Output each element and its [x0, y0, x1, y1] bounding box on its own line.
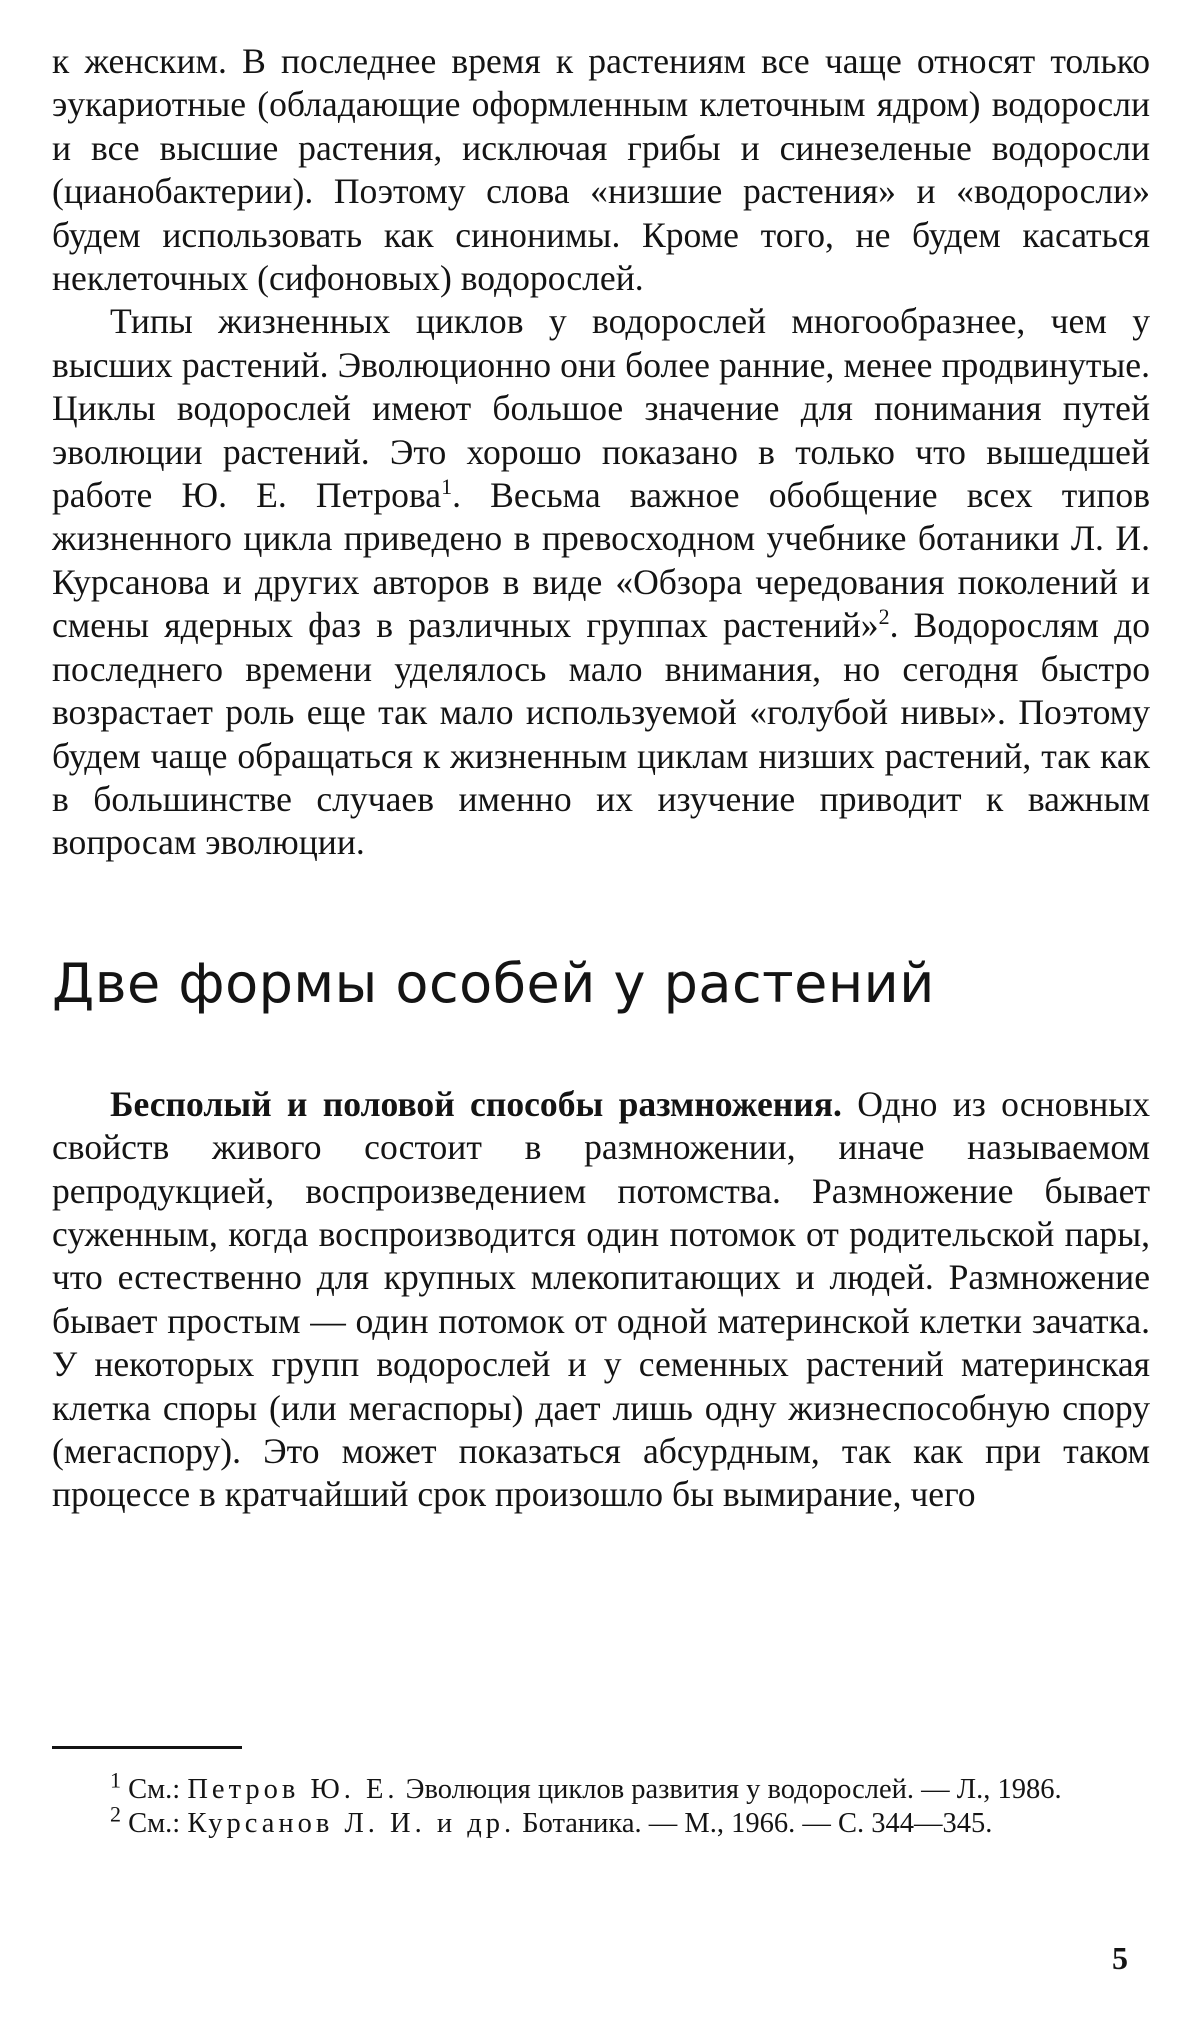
- footnote-1: [52, 1767, 1150, 1807]
- paragraph-1-text: к женским. В последнее время к растениям все чаще относят только эукариотные (обладающие оформленным клеточным ядром) водоросли и все высшие растения, исключая грибы и синезеленые водоросли (цианобактерии). Поэтому слова «низшие растения» и «водоросли» будем использовать как синонимы. Кроме того, не будем касаться неклеточных (сифоновых) водорослей.: [52, 41, 1150, 299]
- page-number: 5: [1112, 1940, 1128, 1976]
- footnote-2-text: Ботаника. — М., 1966. — С. 344—345.: [515, 1808, 993, 1839]
- footnote-2: [52, 1801, 1150, 1841]
- body-paragraph-2: [52, 300, 1150, 864]
- paragraph-2-text-c: . Водорослям до последнего времени уделялось мало внимания, но сегодня быстро возрастает роль еще так мало используемой «голубой нивы». Поэтому будем чаще обращаться к жизненным циклам низших растений, так как в большинстве случаев именно их изучение приводит к важным вопросам эволюции.: [52, 605, 1150, 863]
- footnote-1-mark: 1: [110, 1767, 121, 1793]
- page-content: [52, 40, 1150, 1517]
- body-paragraph-1: [52, 40, 1150, 300]
- section-title: Две формы особей у растений: [52, 951, 935, 1015]
- footnote-1-text: Эволюция циклов развития у водорослей. — Л., 1986.: [398, 1774, 1062, 1805]
- footnotes: [52, 1767, 1150, 1841]
- footnote-ref-2[interactable]: 2: [878, 604, 890, 630]
- paragraph-2-text-b: . Весьма важное обобщение всех типов жизненного цикла приведено в превосходном учебнике ботаники Л. И. Курсанова и других авторов в виде «Обзора чередования поколений и смены ядерных фаз в различных группах растений»: [52, 475, 1150, 646]
- footnote-2-mark: 2: [110, 1801, 121, 1827]
- footnote-1-author: Петров Ю. Е.: [187, 1774, 399, 1805]
- footnote-2-author: Курсанов Л. И. и др.: [187, 1808, 516, 1839]
- footnote-1-prefix: См.:: [121, 1774, 188, 1805]
- run-in-subheading: Бесполый и половой способы размножения.: [110, 1083, 842, 1124]
- footnote-ref-1[interactable]: 1: [441, 474, 453, 500]
- footnote-divider: [52, 1746, 242, 1749]
- section-paragraph-text: Одно из основных свойств живого состоит в размножении, иначе называемом репродукцией, воспроизведением потомства. Размножение бывает суженным, когда воспроизводится один потомок от родительской пары, что естественно для крупных млекопитающих и людей. Размножение бывает простым — один потомок от одной материнской клетки зачатка. У некоторых групп водорослей и у семенных растений материнская клетка споры (или мегаспоры) дает лишь одну жизнеспособную спору (мегаспору). Это может показаться абсурдным, так как при таком процессе в кратчайший срок произошло бы вымирание, чего: [52, 1083, 1151, 1515]
- section-paragraph: [52, 1083, 1150, 1517]
- paragraph-2-text-a: Типы жизненных циклов у водорослей многообразнее, чем у высших растений. Эволюционно они более ранние, менее продвинутые. Циклы водорослей имеют большое значение для понимания путей эволюции растений. Это хорошо показано в только что вышедшей работе Ю. Е. Петрова: [52, 301, 1150, 516]
- footnote-2-prefix: См.:: [121, 1808, 188, 1839]
